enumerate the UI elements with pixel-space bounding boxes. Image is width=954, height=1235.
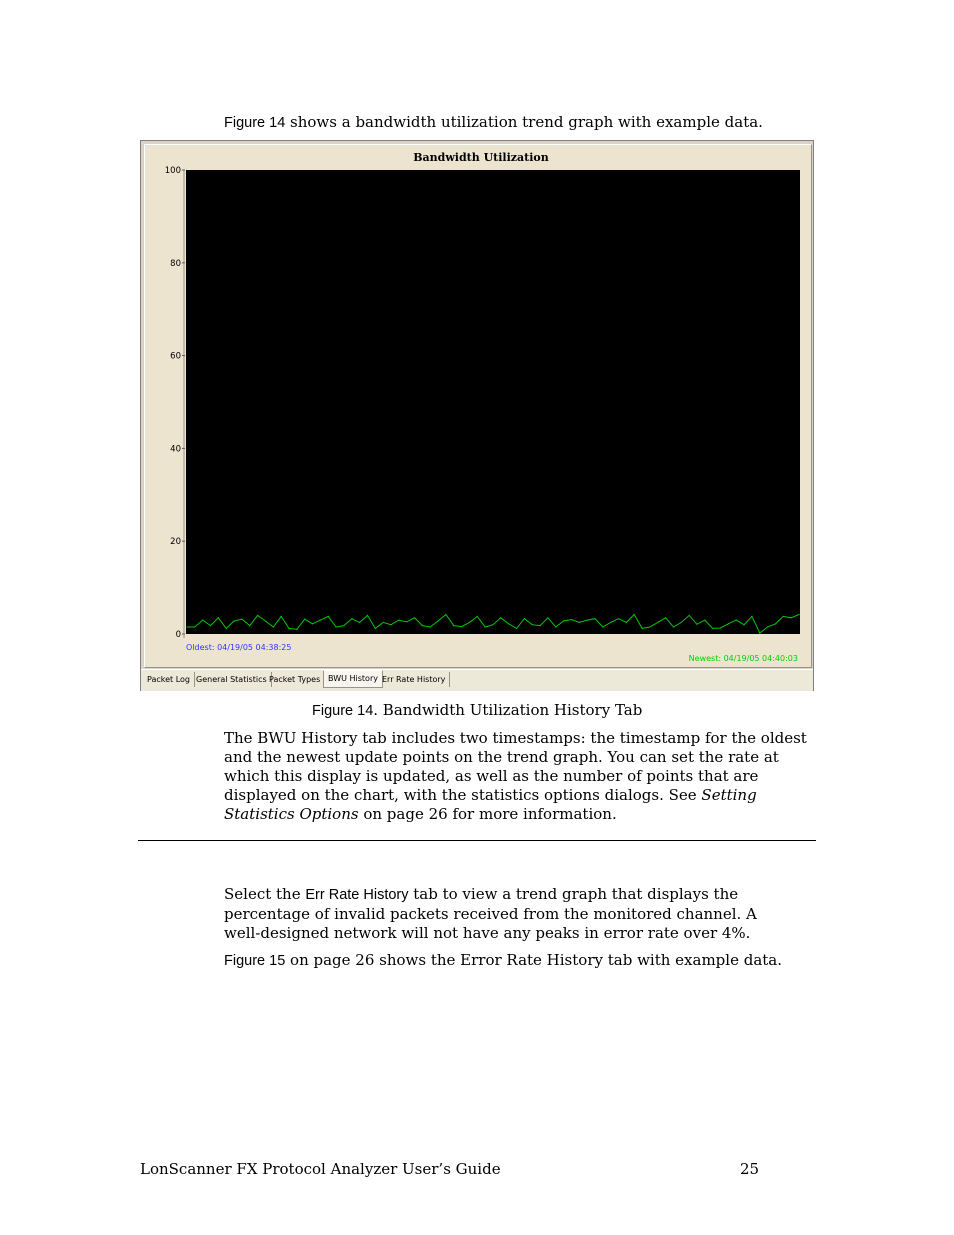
footer-document-title: LonScanner FX Protocol Analyzer User’s Guide: [140, 1160, 501, 1178]
footer-page-number: 25: [740, 1160, 760, 1178]
data-point: [194, 626, 195, 627]
data-point: [759, 632, 760, 633]
data-point: [508, 623, 509, 624]
data-point: [681, 622, 682, 623]
tab-bar: [141, 669, 813, 691]
para1-text-a: The BWU History tab includes two timestamps: the timestamp for the oldest and the newest update points on the trend graph. You can set the rate at which this display is updated, as well as the number of points that are displayed on the chart, with the statistics options dialogs. See: [224, 729, 807, 804]
data-point: [555, 626, 556, 627]
data-point: [602, 626, 603, 627]
y-tick-label: 20: [170, 537, 181, 548]
intro-text: shows a bandwidth utilization trend graph with example data.: [285, 113, 763, 131]
data-point: [437, 620, 438, 621]
data-point: [281, 616, 282, 617]
data-point: [492, 624, 493, 625]
data-point: [736, 619, 737, 620]
data-point: [186, 626, 187, 627]
setting-statistics-options-link[interactable]: Setting Statistics Options: [224, 786, 757, 823]
data-point: [594, 618, 595, 619]
data-point: [453, 625, 454, 626]
data-point: [485, 626, 486, 627]
caption-text: . Bandwidth Utilization History Tab: [373, 701, 643, 719]
figure-reference[interactable]: Figure 14: [224, 115, 286, 131]
data-point: [390, 624, 391, 625]
bwu-history-screenshot: [140, 140, 814, 691]
figure-caption: [312, 701, 642, 721]
data-point: [641, 628, 642, 629]
data-point: [233, 620, 234, 621]
plot-area: [186, 170, 800, 634]
data-point: [563, 620, 564, 621]
data-point: [587, 619, 588, 620]
bandwidth-utilization-chart: [145, 145, 811, 667]
data-point: [571, 619, 572, 620]
data-point: [210, 625, 211, 626]
data-point: [320, 619, 321, 620]
data-point: [406, 621, 407, 622]
data-point: [665, 617, 666, 618]
data-point: [445, 614, 446, 615]
data-point: [218, 617, 219, 618]
data-point: [634, 614, 635, 615]
data-point: [720, 627, 721, 628]
data-point: [469, 622, 470, 623]
data-point: [547, 617, 548, 618]
data-point: [367, 615, 368, 616]
figure15-paragraph: [224, 951, 782, 971]
data-point: [775, 623, 776, 624]
data-point: [743, 624, 744, 625]
newest-timestamp: Newest: 04/19/05 04:40:03: [688, 654, 798, 663]
err-rate-history-reference: Err Rate History: [305, 887, 409, 903]
data-point: [791, 617, 792, 618]
para2-text-a: Select the: [224, 885, 306, 903]
tab-bwu-history[interactable]: BWU History: [323, 670, 383, 688]
err-rate-paragraph: [224, 885, 784, 943]
data-point: [704, 619, 705, 620]
data-point: [751, 616, 752, 617]
y-tick-label: 60: [170, 351, 181, 362]
data-point: [477, 616, 478, 617]
section-divider: [138, 840, 816, 841]
data-point: [335, 626, 336, 627]
data-point: [618, 618, 619, 619]
data-point: [524, 618, 525, 619]
data-point: [422, 625, 423, 626]
data-point: [728, 623, 729, 624]
data-point: [296, 629, 297, 630]
chart-title: Bandwidth Utilization: [413, 151, 549, 164]
data-point: [312, 623, 313, 624]
data-point: [288, 628, 289, 629]
data-point: [202, 619, 203, 620]
para1-text-b: on page 26 for more information.: [358, 805, 617, 823]
oldest-timestamp: Oldest: 04/19/05 04:38:25: [186, 643, 292, 652]
data-point: [328, 616, 329, 617]
data-point: [712, 628, 713, 629]
data-point: [626, 622, 627, 623]
data-point: [783, 616, 784, 617]
figure15-reference[interactable]: Figure 15: [224, 953, 286, 969]
data-point: [696, 624, 697, 625]
tab-err-rate-history[interactable]: Err Rate History: [378, 672, 450, 687]
data-point: [265, 620, 266, 621]
data-point: [532, 624, 533, 625]
data-point: [359, 622, 360, 623]
bwu-description-paragraph: [224, 729, 814, 824]
chart-panel: [144, 144, 812, 668]
y-tick-label: 0: [175, 630, 181, 640]
data-point: [241, 619, 242, 620]
data-point: [610, 622, 611, 623]
data-point: [500, 617, 501, 618]
data-point: [689, 615, 690, 616]
data-point: [249, 625, 250, 626]
data-point: [414, 617, 415, 618]
data-point: [673, 626, 674, 627]
data-point: [798, 614, 799, 615]
data-point: [516, 628, 517, 629]
data-point: [257, 615, 258, 616]
data-point: [657, 622, 658, 623]
data-point: [273, 626, 274, 627]
data-point: [430, 626, 431, 627]
data-point: [351, 618, 352, 619]
y-tick-label: 80: [170, 258, 181, 269]
data-point: [649, 626, 650, 627]
caption-figure-label: Figure 14: [312, 703, 374, 719]
y-tick-label: 100: [164, 166, 181, 176]
data-point: [304, 619, 305, 620]
data-point: [461, 626, 462, 627]
data-point: [579, 622, 580, 623]
tab-packet-log[interactable]: Packet Log: [143, 672, 195, 687]
data-point: [343, 625, 344, 626]
para3-text: on page 26 shows the Error Rate History tab with example data.: [285, 951, 782, 969]
data-point: [226, 628, 227, 629]
data-point: [539, 625, 540, 626]
data-point: [398, 619, 399, 620]
intro-paragraph: [224, 113, 763, 133]
data-point: [383, 622, 384, 623]
tab-packet-types[interactable]: Packet Types: [265, 672, 325, 687]
data-point: [767, 626, 768, 627]
data-point: [375, 628, 376, 629]
para2-text-b: tab to view a trend graph that displays the percentage of invalid packets received from the monitored channel. A well-designed network will not have any peaks in error rate over 4%.: [224, 885, 757, 942]
y-tick-label: 40: [170, 444, 181, 455]
tab-general-statistics[interactable]: General Statistics: [192, 672, 272, 687]
